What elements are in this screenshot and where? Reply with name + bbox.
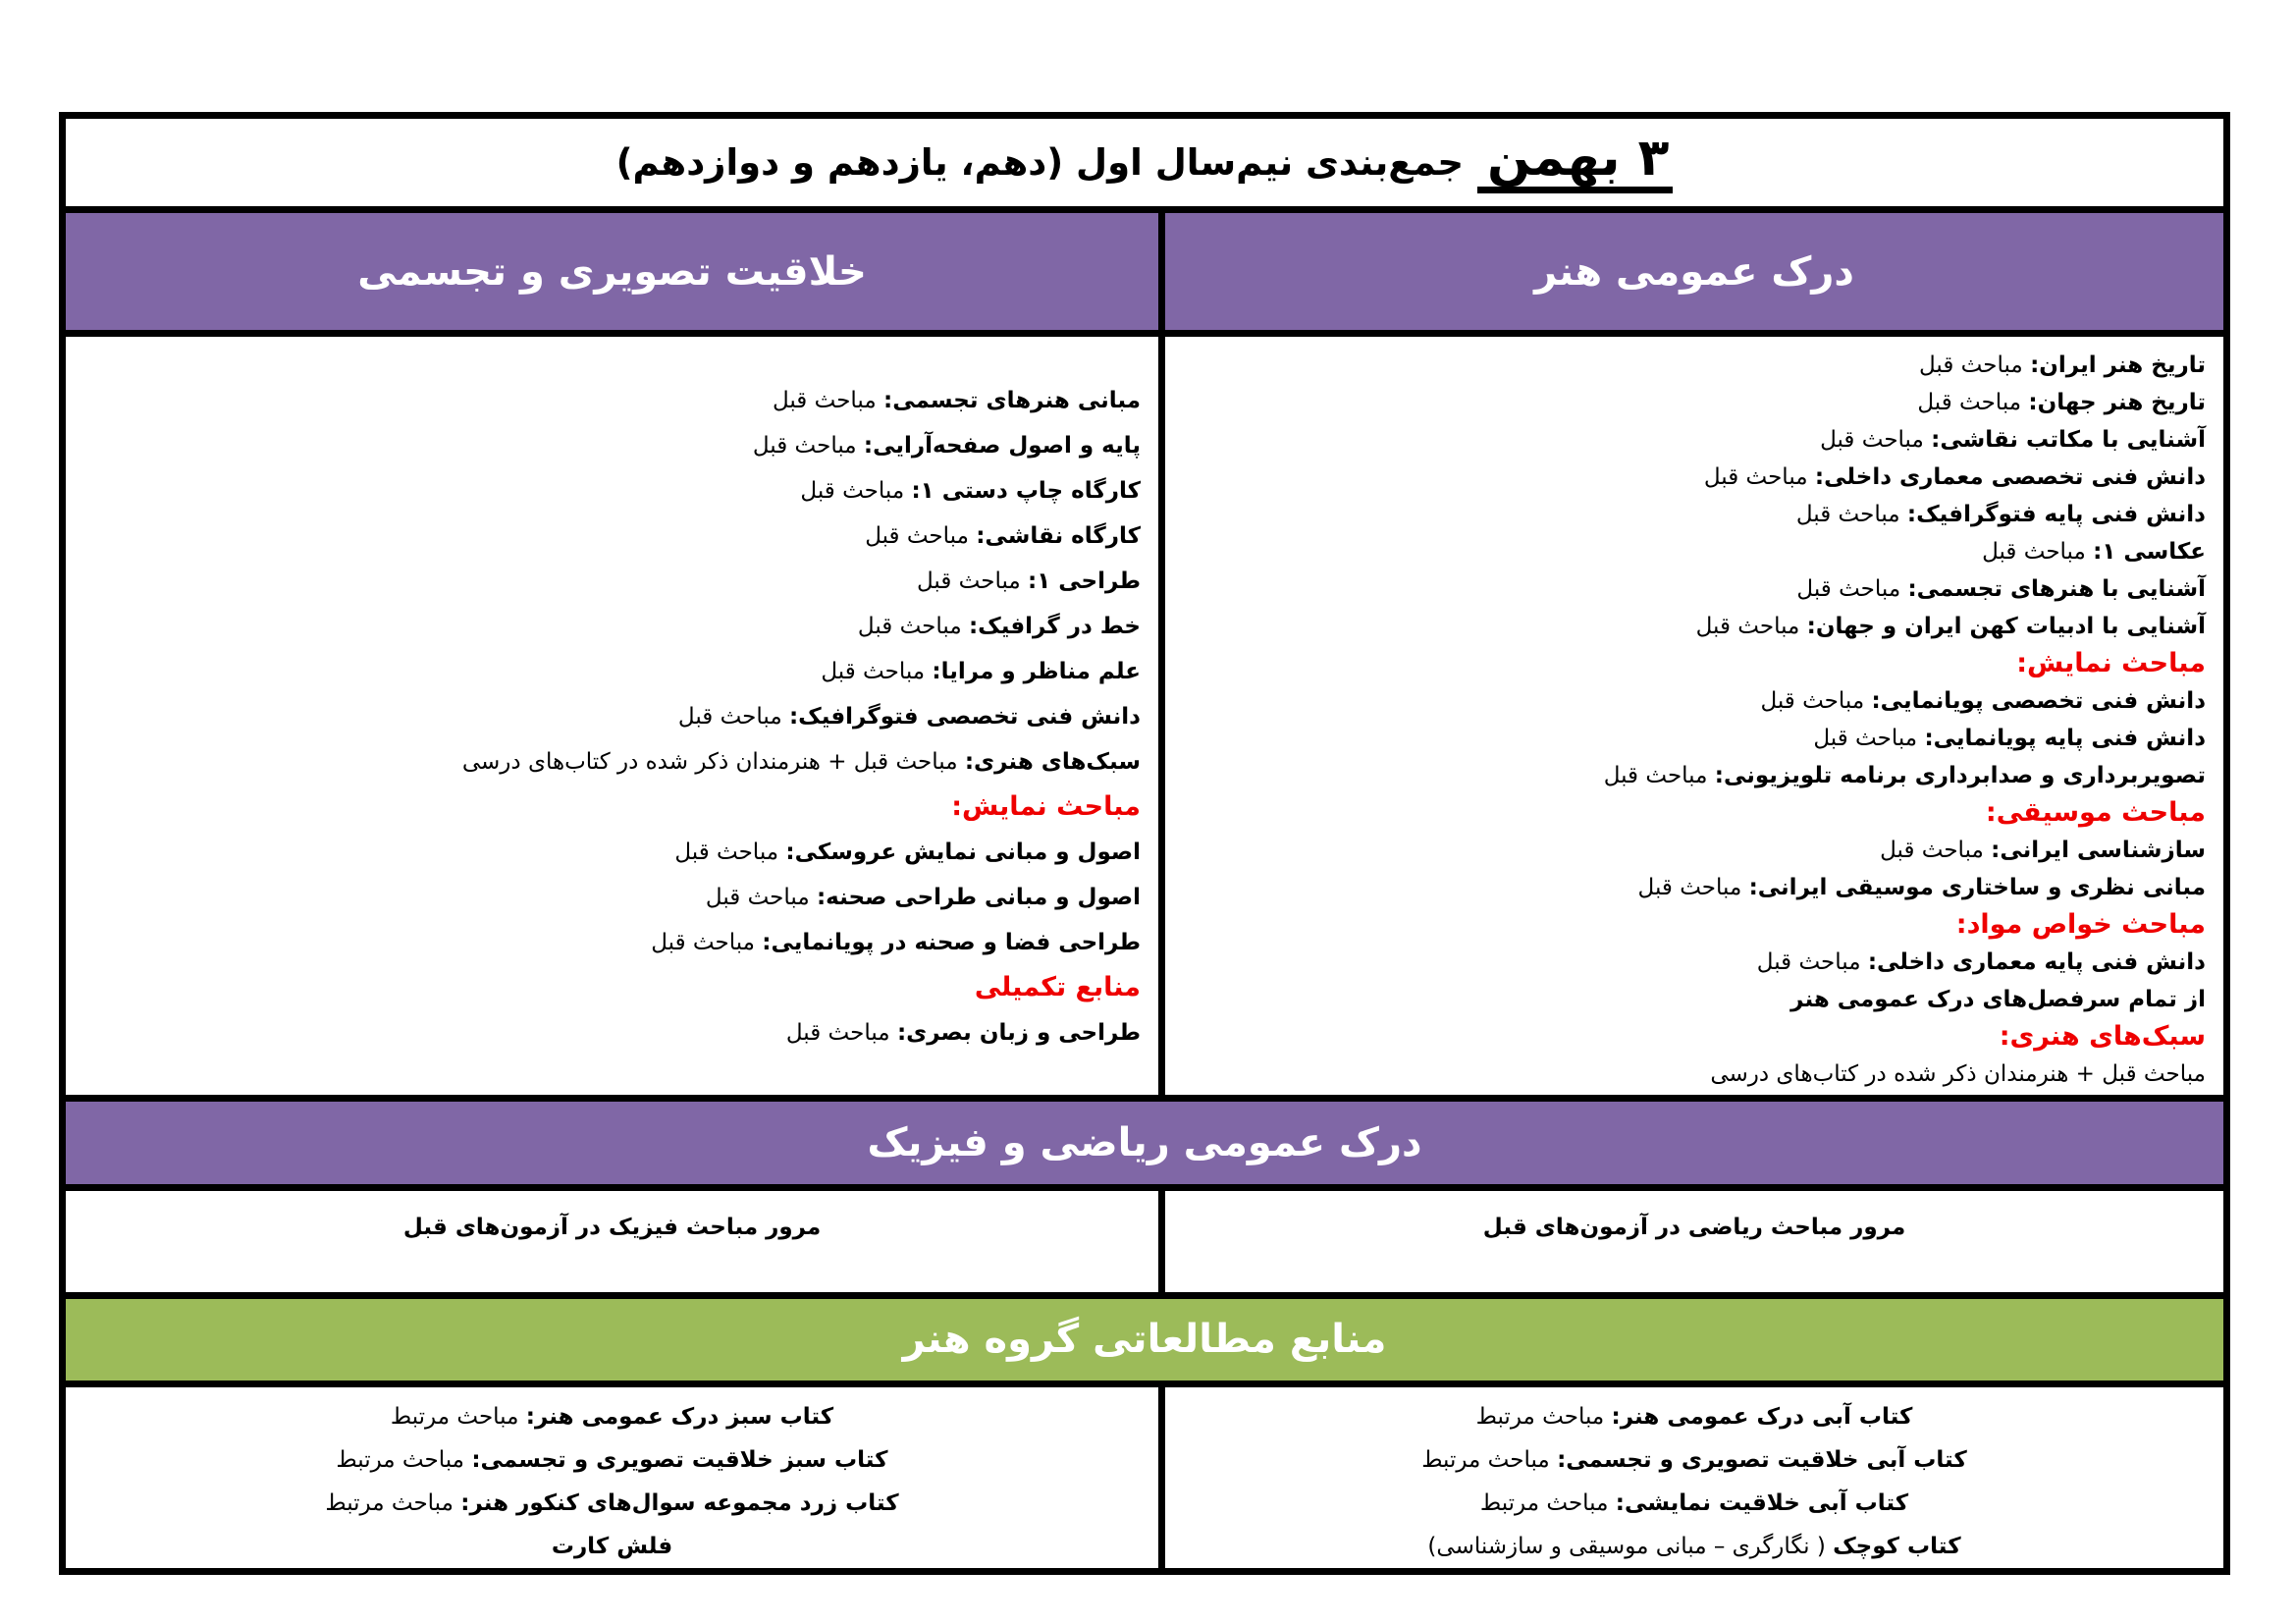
- list-item: آشنایی با ادبیات کهن ایران و جهان: مباحث قبل: [1695, 614, 2206, 640]
- list-item: سبک‌های هنری: مباحث قبل + هنرمندان ذکر شده در کتاب‌های درسی: [461, 749, 1141, 776]
- list-item: کتاب آبی درک عمومی هنر: مباحث مرتبط: [1475, 1404, 1913, 1430]
- list-item: از تمام سرفصل‌های درک عمومی هنر: [1790, 987, 2206, 1013]
- list-item: کتاب کوچک ( نگارگری – مبانی موسیقی و سازشناسی): [1427, 1534, 1961, 1559]
- study-sources-band: منابع مطالعاتی گروه هنر: [66, 1299, 2223, 1380]
- physics-review-cell: مرور مباحث فیزیک در آزمون‌های قبل: [66, 1191, 1158, 1292]
- item-label: دانش فنی پایه پویانمایی:: [1924, 726, 2206, 752]
- math-physics-band: درک عمومی ریاضی و فیزیک: [66, 1102, 2223, 1183]
- item-label: سازشناسی ایرانی:: [1991, 838, 2206, 864]
- column-headers-row: [66, 213, 2223, 337]
- list-item: کتاب آبی خلاقیت نمایشی: مباحث مرتبط: [1479, 1490, 1909, 1516]
- section-heading: مباحث موسیقی:: [1985, 797, 2206, 829]
- list-item: کارگاه نقاشی: مباحث قبل: [865, 523, 1141, 550]
- list-item: کارگاه چاپ دستی ۱: مباحث قبل: [800, 478, 1141, 505]
- item-label: تصویربرداری و صدابرداری برنامه تلویزیونی:: [1714, 763, 2206, 789]
- item-label: کتاب آبی خلاقیت نمایشی:: [1615, 1490, 1909, 1516]
- list-item: اصول و مبانی نمایش عروسکی: مباحث قبل: [674, 839, 1141, 866]
- item-label: پایه و اصول صفحه‌آرایی:: [863, 433, 1141, 460]
- visual-creativity-topic-list: [66, 337, 1158, 1095]
- list-item: دانش فنی پایه فتوگرافیک: مباحث قبل: [1795, 502, 2206, 528]
- list-item: دانش فنی تخصصی معماری داخلی: مباحث قبل: [1703, 464, 2206, 491]
- math-physics-row: [66, 1191, 2223, 1299]
- list-item: مباحث قبل + هنرمندان ذکر شده در کتاب‌های درسی: [1710, 1061, 2206, 1088]
- item-label: سبک‌های هنری:: [964, 749, 1141, 776]
- list-item: تاریخ هنر ایران: مباحث قبل: [1919, 352, 2206, 379]
- list-item: مبانی هنرهای تجسمی: مباحث قبل: [772, 388, 1141, 414]
- item-label: دانش فنی پایه فتوگرافیک:: [1906, 502, 2206, 528]
- item-label: خط در گرافیک:: [968, 614, 1141, 640]
- item-label: تاریخ هنر ایران:: [2030, 352, 2206, 379]
- list-item: تاریخ هنر جهان: مباحث قبل: [1917, 390, 2206, 416]
- section-heading: مباحث خواص مواد:: [1955, 909, 2206, 941]
- item-label: کتاب سبز درک عمومی هنر:: [525, 1404, 834, 1430]
- list-item: کتاب سبز خلاقیت تصویری و تجسمی: مباحث مرتبط: [336, 1447, 888, 1473]
- item-label: عکاسی ۱:: [2093, 539, 2206, 566]
- list-item: اصول و مبانی طراحی صحنه: مباحث قبل: [705, 885, 1141, 911]
- item-label: دانش فنی تخصصی فتوگرافیک:: [788, 704, 1141, 731]
- list-item: فلش کارت: [551, 1534, 673, 1559]
- list-item: مبانی نظری و ساختاری موسیقی ایرانی: مباحث قبل: [1637, 875, 2206, 901]
- page-title: [615, 128, 1674, 193]
- header-general-art: درک عمومی هنر: [1158, 213, 2223, 330]
- section-heading: منابع تکمیلی: [974, 972, 1141, 1003]
- list-item: سازشناسی ایرانی: مباحث قبل: [1880, 838, 2206, 864]
- math-review-cell: مرور مباحث ریاضی در آزمون‌های قبل: [1158, 1191, 2223, 1292]
- list-item: دانش فنی تخصصی فتوگرافیک: مباحث قبل: [677, 704, 1141, 731]
- math-physics-band-row: [66, 1102, 2223, 1190]
- list-item: کتاب آبی خلاقیت تصویری و تجسمی: مباحث مرتبط: [1421, 1447, 1967, 1473]
- item-label: دانش فنی پایه معماری داخلی:: [1867, 949, 2206, 976]
- list-item: دانش فنی پایه پویانمایی: مباحث قبل: [1813, 726, 2206, 752]
- list-item: تصویربرداری و صدابرداری برنامه تلویزیونی: مباحث قبل: [1603, 763, 2206, 789]
- list-item: طراحی ۱: مباحث قبل: [916, 568, 1141, 595]
- header-visual-creativity: خلاقیت تصویری و تجسمی: [66, 213, 1158, 330]
- item-label: کتاب کوچک: [1833, 1534, 1961, 1559]
- sources-list-left: [66, 1387, 1158, 1568]
- title-date: ۳ بهمن: [1477, 133, 1673, 193]
- list-item: کتاب سبز درک عمومی هنر: مباحث مرتبط: [390, 1404, 834, 1430]
- topics-row: [66, 337, 2223, 1102]
- list-item: دانش فنی تخصصی پویانمایی: مباحث قبل: [1760, 688, 2206, 715]
- list-item: کتاب زرد مجموعه سوال‌های کنکور هنر: مباحث مرتبط: [325, 1490, 899, 1516]
- item-label: کارگاه چاپ دستی ۱:: [911, 478, 1141, 505]
- section-heading: مباحث نمایش:: [2016, 648, 2206, 679]
- title-text: جمع‌بندی نیم‌سال اول (دهم، یازدهم و دوازدهم): [615, 140, 1465, 184]
- list-item: دانش فنی پایه معماری داخلی: مباحث قبل: [1756, 949, 2206, 976]
- item-label: آشنایی با مکاتب نقاشی:: [1931, 427, 2206, 454]
- list-item: آشنایی با هنرهای تجسمی: مباحث قبل: [1796, 576, 2206, 603]
- item-label: اصول و مبانی نمایش عروسکی:: [785, 839, 1141, 866]
- title-row: [66, 119, 2223, 213]
- general-art-topic-list: [1158, 337, 2223, 1095]
- item-label: علم مناظر و مرایا:: [932, 659, 1141, 685]
- item-label: کارگاه نقاشی:: [976, 523, 1141, 550]
- item-label: کتاب سبز خلاقیت تصویری و تجسمی:: [471, 1447, 888, 1473]
- list-item: خط در گرافیک: مباحث قبل: [857, 614, 1141, 640]
- item-label: آشنایی با ادبیات کهن ایران و جهان:: [1806, 614, 2206, 640]
- list-item: پایه و اصول صفحه‌آرایی: مباحث قبل: [752, 433, 1141, 460]
- item-label: طراحی و زبان بصری:: [896, 1020, 1141, 1047]
- item-label: مبانی هنرهای تجسمی:: [883, 388, 1141, 414]
- item-label: دانش فنی تخصصی معماری داخلی:: [1814, 464, 2206, 491]
- schedule-table: [59, 112, 2230, 1575]
- sources-list-right: [1158, 1387, 2223, 1568]
- list-item: علم مناظر و مرایا: مباحث قبل: [821, 659, 1141, 685]
- item-label: کتاب زرد مجموعه سوال‌های کنکور هنر:: [460, 1490, 899, 1516]
- item-label: کتاب آبی درک عمومی هنر:: [1611, 1404, 1913, 1430]
- study-sources-row: [66, 1387, 2223, 1568]
- item-label: طراحی فضا و صحنه در پویانمایی:: [762, 930, 1141, 956]
- item-label: تاریخ هنر جهان:: [2028, 390, 2206, 416]
- item-label: طراحی ۱:: [1028, 568, 1141, 595]
- study-sources-band-row: [66, 1299, 2223, 1387]
- list-item: طراحی و زبان بصری: مباحث قبل: [785, 1020, 1141, 1047]
- section-heading: سبک‌های هنری:: [1999, 1021, 2206, 1053]
- item-label: دانش فنی تخصصی پویانمایی:: [1871, 688, 2206, 715]
- section-heading: مباحث نمایش:: [951, 791, 1141, 823]
- item-label: مبانی نظری و ساختاری موسیقی ایرانی:: [1748, 875, 2206, 901]
- list-item: عکاسی ۱: مباحث قبل: [1982, 539, 2206, 566]
- item-label: اصول و مبانی طراحی صحنه:: [816, 885, 1141, 911]
- item-label: آشنایی با هنرهای تجسمی:: [1907, 576, 2206, 603]
- list-item: طراحی فضا و صحنه در پویانمایی: مباحث قبل: [651, 930, 1141, 956]
- item-label: کتاب آبی خلاقیت تصویری و تجسمی:: [1557, 1447, 1967, 1473]
- list-item: آشنایی با مکاتب نقاشی: مباحث قبل: [1820, 427, 2206, 454]
